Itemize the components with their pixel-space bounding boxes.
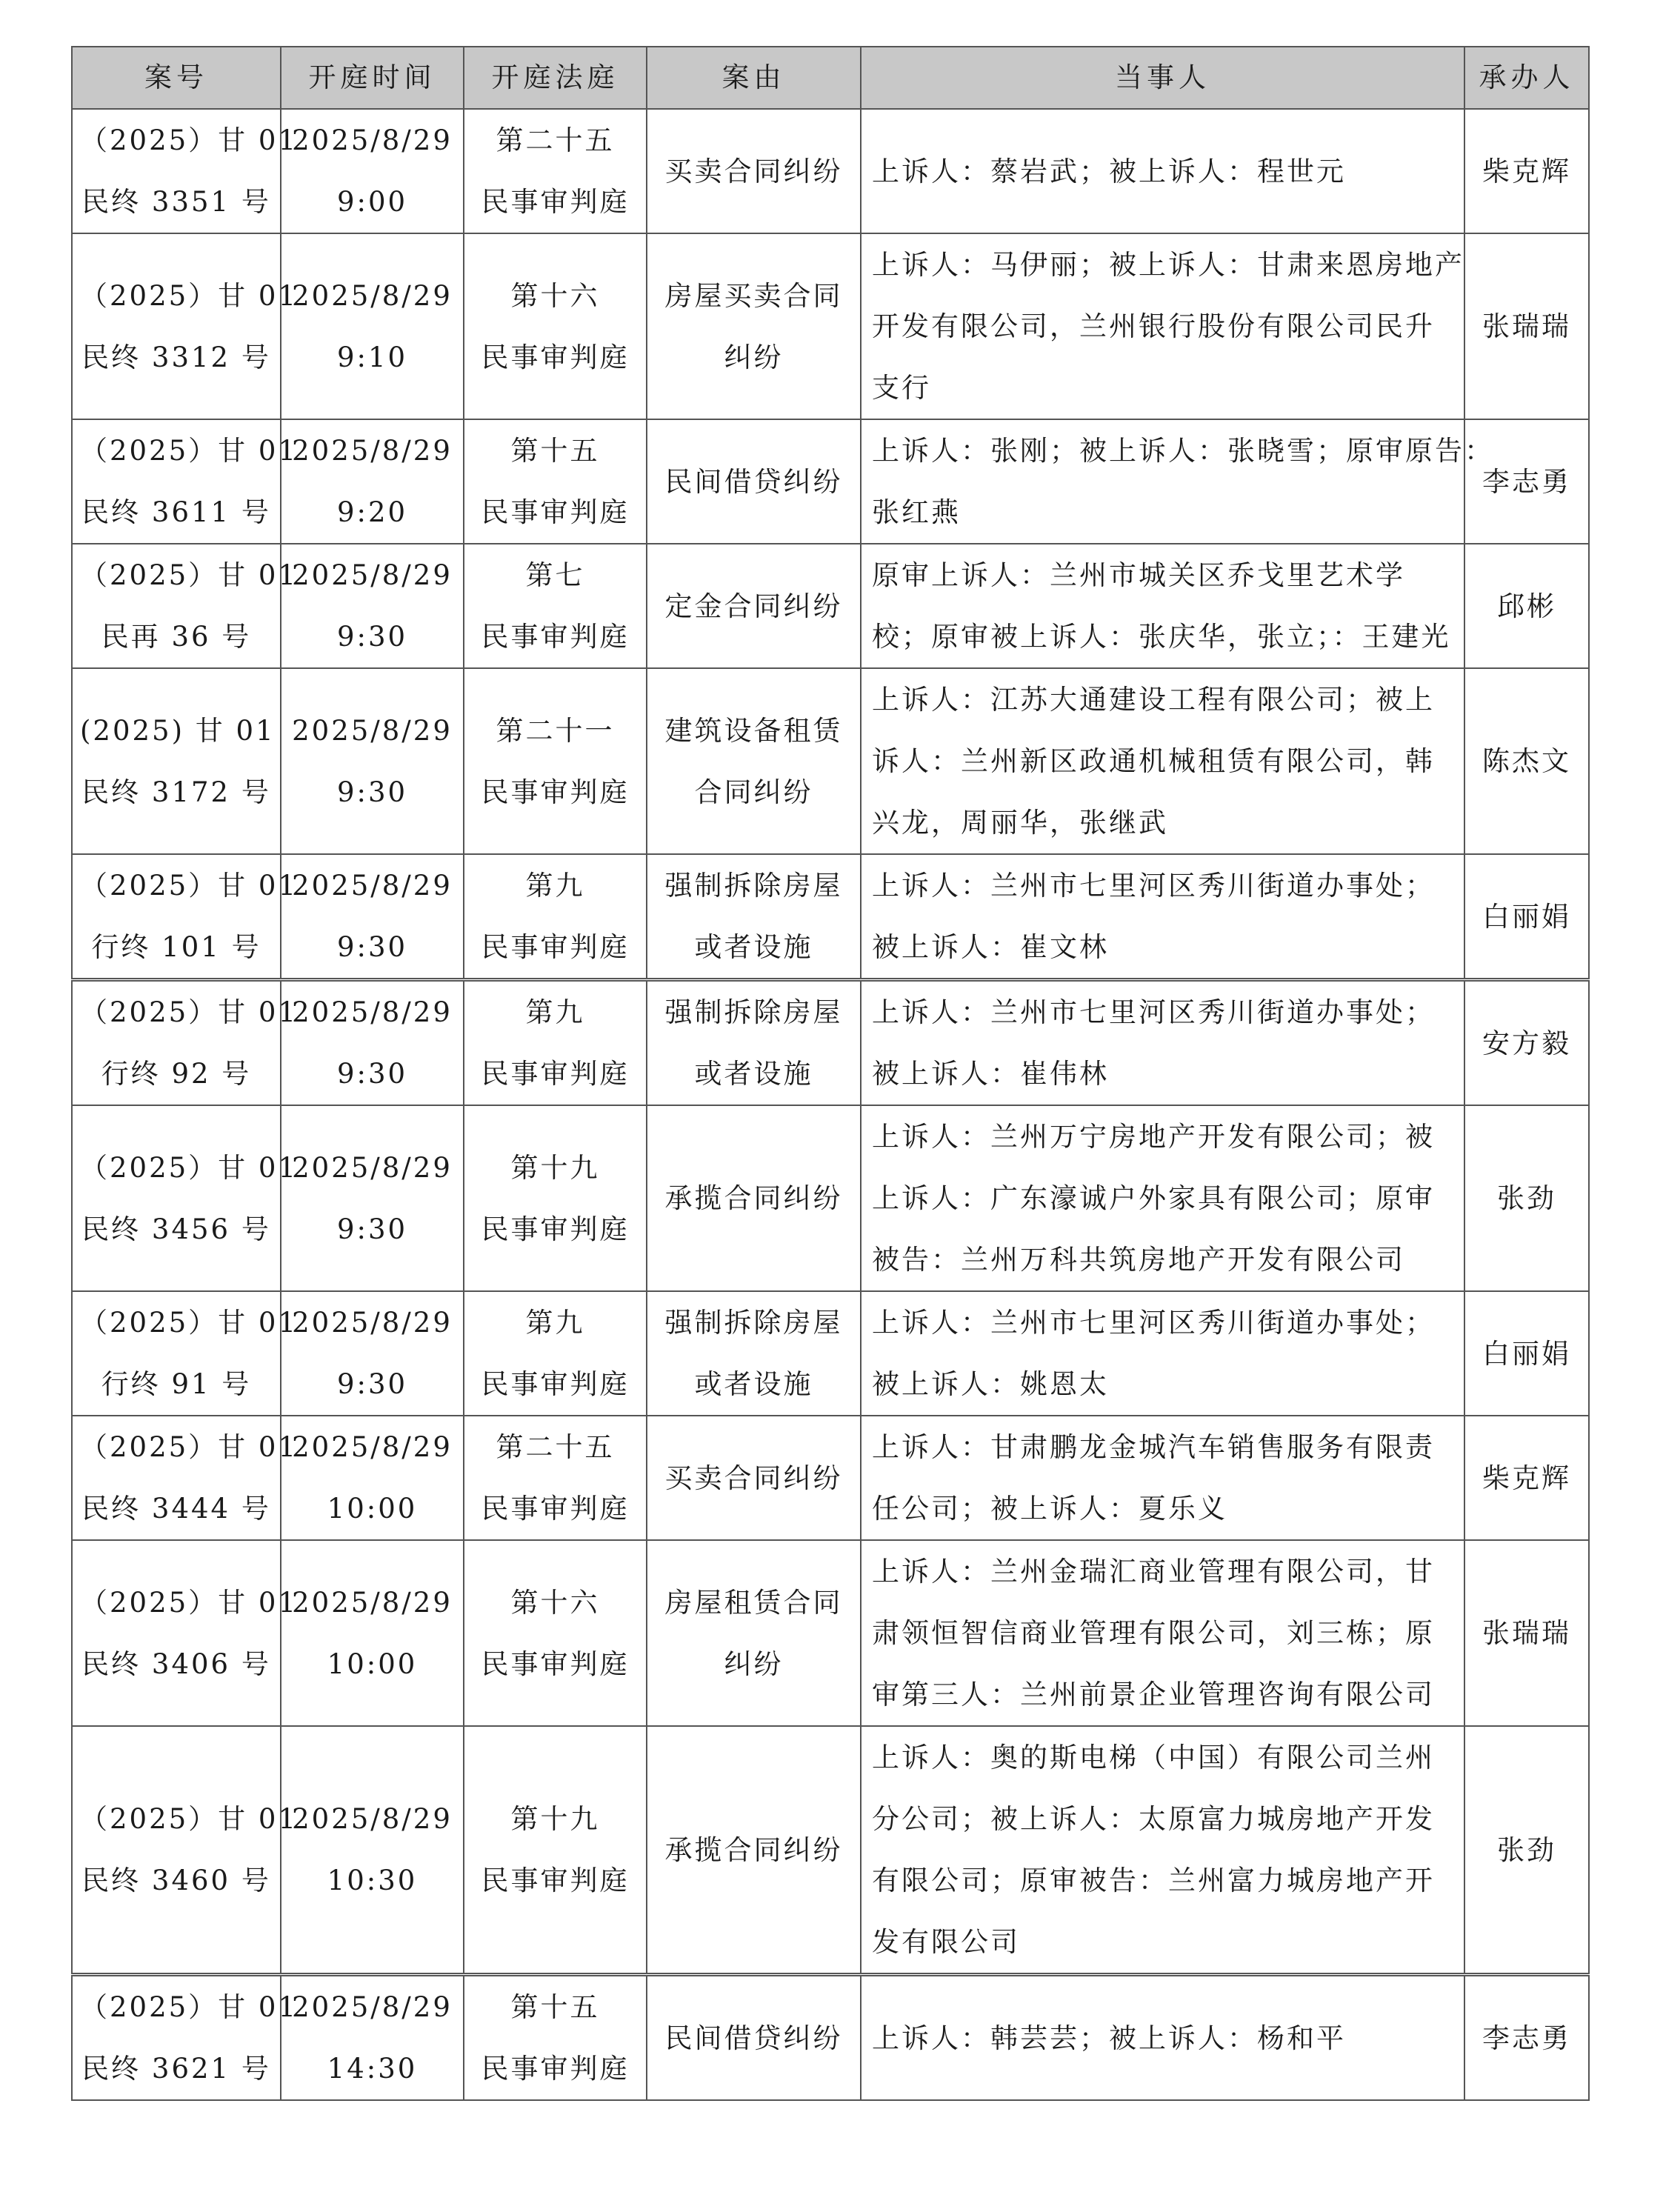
case-number-line: 民终 3312 号	[81, 341, 271, 373]
hearing-time-line: 9:00	[336, 186, 408, 218]
hearing-time-cell	[281, 1105, 464, 1291]
hearing-schedule-table	[71, 46, 1590, 2101]
judge-cell: 邱彬	[1464, 544, 1589, 668]
hearing-time-cell	[281, 544, 464, 668]
judge-cell: 张劲	[1464, 1105, 1589, 1291]
case-number-line: （2025）甘 01	[80, 1586, 299, 1619]
cause-cell	[647, 544, 861, 668]
table-row	[72, 419, 1589, 544]
hearing-schedule-page	[71, 46, 1588, 2101]
parties-line: 支行	[872, 372, 931, 404]
courtroom-line: 民事审判庭	[481, 776, 630, 808]
case-number-cell	[72, 980, 299, 1106]
case-number-cell	[72, 233, 299, 419]
hearing-time-line: 2025/8/29	[292, 1586, 453, 1619]
case-number-line: （2025）甘 01	[80, 559, 299, 591]
table-row	[72, 1975, 1589, 2101]
parties-line: 上诉人：马伊丽；被上诉人：甘肃来恩房地产	[872, 249, 1464, 281]
hearing-time-line: 2025/8/29	[292, 714, 453, 747]
table-row	[72, 854, 1589, 980]
parties-cell	[861, 544, 1464, 668]
case-number-line: （2025）甘 01	[80, 1307, 299, 1339]
parties-line: 发有限公司	[872, 1926, 1020, 1958]
cause-cell	[647, 1291, 861, 1416]
courtroom-line: 第九	[525, 870, 585, 902]
table-row	[72, 1105, 1589, 1291]
courtroom-line: 第二十五	[496, 124, 615, 156]
case-number-line: 行终 101 号	[91, 931, 261, 963]
judge-cell: 安方毅	[1464, 980, 1589, 1106]
header-hearing-time: 开庭时间	[281, 47, 464, 109]
hearing-time-line: 10:00	[327, 1493, 418, 1525]
case-number-line: （2025）甘 01	[80, 996, 299, 1028]
parties-cell	[861, 668, 1464, 854]
parties-cell	[861, 109, 1464, 233]
case-number-cell	[72, 419, 299, 544]
cause-line: 民间借贷纠纷	[664, 2022, 843, 2054]
case-number-line: 民终 3172 号	[81, 776, 271, 808]
courtroom-line: 第九	[525, 1307, 585, 1339]
parties-line: 上诉人：兰州市七里河区秀川街道办事处；	[872, 870, 1435, 902]
case-number-line: （2025）甘 01	[80, 1803, 299, 1835]
courtroom-cell	[464, 1540, 647, 1726]
parties-line: 校；原审被上诉人：张庆华，张立；：王建光	[872, 621, 1451, 653]
case-number-line: 行终 91 号	[101, 1368, 252, 1400]
cause-cell	[647, 1105, 861, 1291]
parties-line: 兴龙，周丽华，张继武	[872, 807, 1168, 839]
hearing-time-line: 2025/8/29	[292, 559, 453, 591]
courtroom-cell	[464, 419, 647, 544]
judge-cell: 陈杰文	[1464, 668, 1589, 854]
hearing-time-line: 2025/8/29	[292, 1803, 453, 1835]
hearing-time-line: 10:00	[327, 1648, 418, 1680]
parties-line: 被上诉人：姚恩太	[872, 1368, 1109, 1400]
hearing-time-line: 9:10	[336, 341, 408, 373]
case-number-line: （2025）甘 01	[80, 124, 299, 156]
cause-cell	[647, 1975, 861, 2101]
cause-cell	[647, 109, 861, 233]
table-row	[72, 1291, 1589, 1416]
parties-cell	[861, 1975, 1464, 2101]
cause-line: 房屋租赁合同	[664, 1586, 843, 1619]
hearing-time-cell	[281, 1416, 464, 1540]
case-number-cell	[72, 1975, 299, 2101]
cause-line: 强制拆除房屋	[664, 1307, 843, 1339]
case-number-line: 民再 36 号	[101, 621, 252, 653]
header-parties: 当事人	[861, 47, 1464, 109]
parties-line: 上诉人：广东濠诚户外家具有限公司；原审	[872, 1182, 1435, 1214]
courtroom-cell	[464, 109, 647, 233]
hearing-time-line: 2025/8/29	[292, 996, 453, 1028]
hearing-time-cell	[281, 668, 464, 854]
table-row	[72, 1726, 1589, 1975]
hearing-time-line: 9:30	[336, 1368, 408, 1400]
parties-line: 上诉人：江苏大通建设工程有限公司；被上	[872, 684, 1435, 716]
hearing-time-line: 2025/8/29	[292, 435, 453, 467]
table-row	[72, 980, 1589, 1106]
hearing-time-line: 10:30	[327, 1865, 418, 1896]
courtroom-line: 第十九	[510, 1151, 600, 1184]
courtroom-cell	[464, 544, 647, 668]
case-number-line: （2025）甘 01	[80, 1991, 299, 2023]
courtroom-line: 第九	[525, 996, 585, 1028]
case-number-line: 民终 3456 号	[81, 1213, 271, 1245]
cause-line: 或者设施	[694, 931, 813, 963]
hearing-time-line: 2025/8/29	[292, 1991, 453, 2023]
hearing-time-line: 2025/8/29	[292, 1151, 453, 1184]
parties-line: 上诉人：兰州市七里河区秀川街道办事处；	[872, 1307, 1435, 1339]
courtroom-line: 第二十五	[496, 1431, 615, 1463]
cause-line: 买卖合同纠纷	[664, 155, 843, 187]
parties-line: 上诉人：兰州市七里河区秀川街道办事处；	[872, 996, 1435, 1028]
cause-line: 合同纠纷	[694, 776, 813, 808]
courtroom-line: 民事审判庭	[481, 1058, 630, 1090]
courtroom-cell	[464, 1416, 647, 1540]
courtroom-line: 第十五	[510, 435, 600, 467]
hearing-time-line: 9:30	[336, 1058, 408, 1090]
parties-cell	[861, 980, 1464, 1106]
parties-line: 上诉人：甘肃鹏龙金城汽车销售服务有限责	[872, 1431, 1435, 1463]
cause-line: 或者设施	[694, 1058, 813, 1090]
parties-line: 被上诉人：崔文林	[872, 931, 1109, 963]
cause-cell	[647, 854, 861, 980]
courtroom-line: 第七	[525, 559, 585, 591]
case-number-line: （2025）甘 01	[80, 1151, 299, 1184]
cause-line: 建筑设备租赁	[664, 714, 843, 747]
parties-line: 被上诉人：崔伟林	[872, 1058, 1109, 1090]
cause-line: 纠纷	[724, 1648, 784, 1680]
hearing-time-line: 9:30	[336, 931, 408, 963]
case-number-cell	[72, 854, 299, 980]
hearing-time-cell	[281, 1975, 464, 2101]
cause-cell	[647, 668, 861, 854]
header-judge: 承办人	[1464, 47, 1589, 109]
courtroom-cell	[464, 1105, 647, 1291]
courtroom-line: 第十六	[510, 1586, 600, 1619]
courtroom-line: 民事审判庭	[481, 1648, 630, 1680]
hearing-time-line: 2025/8/29	[292, 1431, 453, 1463]
courtroom-line: 民事审判庭	[481, 496, 630, 528]
cause-cell	[647, 1416, 861, 1540]
parties-line: 上诉人：蔡岩武；被上诉人：程世元	[872, 155, 1346, 187]
cause-cell	[647, 1540, 861, 1726]
parties-line: 上诉人：韩芸芸；被上诉人：杨和平	[872, 2022, 1346, 2054]
parties-line: 肃领恒智信商业管理有限公司，刘三栋；原	[872, 1617, 1435, 1649]
courtroom-line: 第十五	[510, 1991, 600, 2023]
cause-line: 承揽合同纠纷	[664, 1833, 843, 1866]
hearing-time-line: 2025/8/29	[292, 1307, 453, 1339]
table-row	[72, 668, 1589, 854]
case-number-cell	[72, 1726, 299, 1975]
case-number-cell	[72, 1291, 299, 1416]
table-row	[72, 233, 1589, 419]
case-number-line: （2025）甘 01	[80, 1431, 299, 1463]
case-number-line: 民终 3351 号	[81, 186, 271, 218]
cause-cell	[647, 980, 861, 1106]
table-row	[72, 1540, 1589, 1726]
judge-cell: 张瑞瑞	[1464, 233, 1589, 419]
header-case-number: 案号	[72, 47, 281, 109]
hearing-time-cell	[281, 109, 464, 233]
parties-line: 上诉人：兰州万宁房地产开发有限公司；被	[872, 1121, 1435, 1153]
case-number-cell	[72, 1105, 299, 1291]
case-number-line: (2025) 甘 01	[80, 714, 276, 747]
hearing-time-line: 14:30	[327, 2053, 418, 2085]
case-number-line: 民终 3406 号	[81, 1648, 271, 1680]
cause-line: 定金合同纠纷	[664, 590, 843, 622]
courtroom-line: 民事审判庭	[481, 1213, 630, 1245]
courtroom-cell	[464, 668, 647, 854]
parties-cell	[861, 1416, 1464, 1540]
cause-line: 承揽合同纠纷	[664, 1182, 843, 1214]
hearing-time-line: 9:20	[336, 496, 408, 528]
table-row	[72, 109, 1589, 233]
case-number-line: 民终 3460 号	[81, 1865, 271, 1896]
hearing-time-cell	[281, 233, 464, 419]
cause-line: 强制拆除房屋	[664, 870, 843, 902]
parties-line: 任公司；被上诉人：夏乐义	[872, 1493, 1227, 1525]
judge-cell: 白丽娟	[1464, 1291, 1589, 1416]
header-courtroom: 开庭法庭	[464, 47, 647, 109]
case-number-cell	[72, 1540, 299, 1726]
case-number-line: 行终 92 号	[101, 1058, 252, 1090]
parties-cell	[861, 1291, 1464, 1416]
courtroom-cell	[464, 233, 647, 419]
header-cause: 案由	[647, 47, 861, 109]
parties-line: 原审上诉人：兰州市城关区乔戈里艺术学	[872, 559, 1405, 591]
courtroom-line: 民事审判庭	[481, 1865, 630, 1896]
judge-cell: 张瑞瑞	[1464, 1540, 1589, 1726]
cause-cell	[647, 1726, 861, 1975]
courtroom-line: 第二十一	[496, 714, 615, 747]
case-number-cell	[72, 109, 299, 233]
courtroom-line: 民事审判庭	[481, 341, 630, 373]
hearing-time-cell	[281, 980, 464, 1106]
case-number-line: （2025）甘 01	[80, 870, 299, 902]
hearing-time-cell	[281, 854, 464, 980]
parties-line: 有限公司；原审被告：兰州富力城房地产开	[872, 1865, 1435, 1896]
courtroom-line: 民事审判庭	[481, 186, 630, 218]
parties-line: 开发有限公司，兰州银行股份有限公司民升	[872, 310, 1435, 342]
hearing-time-cell	[281, 1540, 464, 1726]
hearing-time-cell	[281, 1291, 464, 1416]
parties-line: 张红燕	[872, 496, 961, 528]
parties-cell	[861, 1726, 1464, 1975]
courtroom-cell	[464, 980, 647, 1106]
cause-line: 纠纷	[724, 341, 784, 373]
judge-cell: 白丽娟	[1464, 854, 1589, 980]
courtroom-cell	[464, 1291, 647, 1416]
case-number-line: （2025）甘 01	[80, 279, 299, 312]
header-row	[72, 47, 1589, 109]
courtroom-line: 民事审判庭	[481, 2053, 630, 2085]
parties-line: 上诉人：兰州金瑞汇商业管理有限公司，甘	[872, 1556, 1435, 1588]
parties-line: 上诉人：奥的斯电梯（中国）有限公司兰州	[872, 1742, 1435, 1773]
hearing-time-line: 9:30	[336, 621, 408, 653]
hearing-time-line: 9:30	[336, 1213, 408, 1245]
case-number-line: （2025）甘 01	[80, 435, 299, 467]
parties-cell	[861, 854, 1464, 980]
parties-line: 审第三人：兰州前景企业管理咨询有限公司	[872, 1679, 1435, 1710]
cause-cell	[647, 233, 861, 419]
courtroom-line: 民事审判庭	[481, 931, 630, 963]
courtroom-line: 民事审判庭	[481, 621, 630, 653]
table-row	[72, 1416, 1589, 1540]
courtroom-line: 第十九	[510, 1803, 600, 1835]
judge-cell: 李志勇	[1464, 419, 1589, 544]
courtroom-line: 民事审判庭	[481, 1493, 630, 1525]
judge-cell: 张劲	[1464, 1726, 1589, 1975]
cause-cell	[647, 419, 861, 544]
hearing-time-line: 9:30	[336, 776, 408, 808]
parties-cell	[861, 233, 1464, 419]
case-number-line: 民终 3621 号	[81, 2053, 271, 2085]
schedule-body	[72, 109, 1589, 2100]
cause-line: 或者设施	[694, 1368, 813, 1400]
judge-cell: 柴克辉	[1464, 109, 1589, 233]
cause-line: 买卖合同纠纷	[664, 1462, 843, 1494]
courtroom-cell	[464, 854, 647, 980]
parties-line: 分公司；被上诉人：太原富力城房地产开发	[872, 1803, 1435, 1835]
parties-cell	[861, 1540, 1464, 1726]
cause-line: 强制拆除房屋	[664, 996, 843, 1028]
case-number-cell	[72, 544, 299, 668]
judge-cell: 柴克辉	[1464, 1416, 1589, 1540]
hearing-time-line: 2025/8/29	[292, 279, 453, 312]
table-row	[72, 544, 1589, 668]
hearing-time-line: 2025/8/29	[292, 870, 453, 902]
parties-cell	[861, 419, 1494, 544]
parties-cell	[861, 1105, 1464, 1291]
courtroom-line: 第十六	[510, 279, 600, 312]
judge-cell: 李志勇	[1464, 1975, 1589, 2101]
parties-line: 上诉人：张刚；被上诉人：张晓雪；原审原告：	[872, 435, 1494, 467]
case-number-line: 民终 3444 号	[81, 1493, 271, 1525]
cause-line: 民间借贷纠纷	[664, 465, 843, 498]
courtroom-line: 民事审判庭	[481, 1368, 630, 1400]
hearing-time-cell	[281, 419, 464, 544]
courtroom-cell	[464, 1975, 647, 2101]
case-number-cell	[72, 1416, 299, 1540]
case-number-line: 民终 3611 号	[81, 496, 271, 528]
courtroom-cell	[464, 1726, 647, 1975]
cause-line: 房屋买卖合同	[664, 279, 843, 312]
parties-line: 被告：兰州万科共筑房地产开发有限公司	[872, 1244, 1405, 1276]
hearing-time-line: 2025/8/29	[292, 124, 453, 156]
parties-line: 诉人：兰州新区政通机械租赁有限公司，韩	[872, 745, 1435, 777]
hearing-time-cell	[281, 1726, 464, 1975]
case-number-cell	[72, 668, 281, 854]
